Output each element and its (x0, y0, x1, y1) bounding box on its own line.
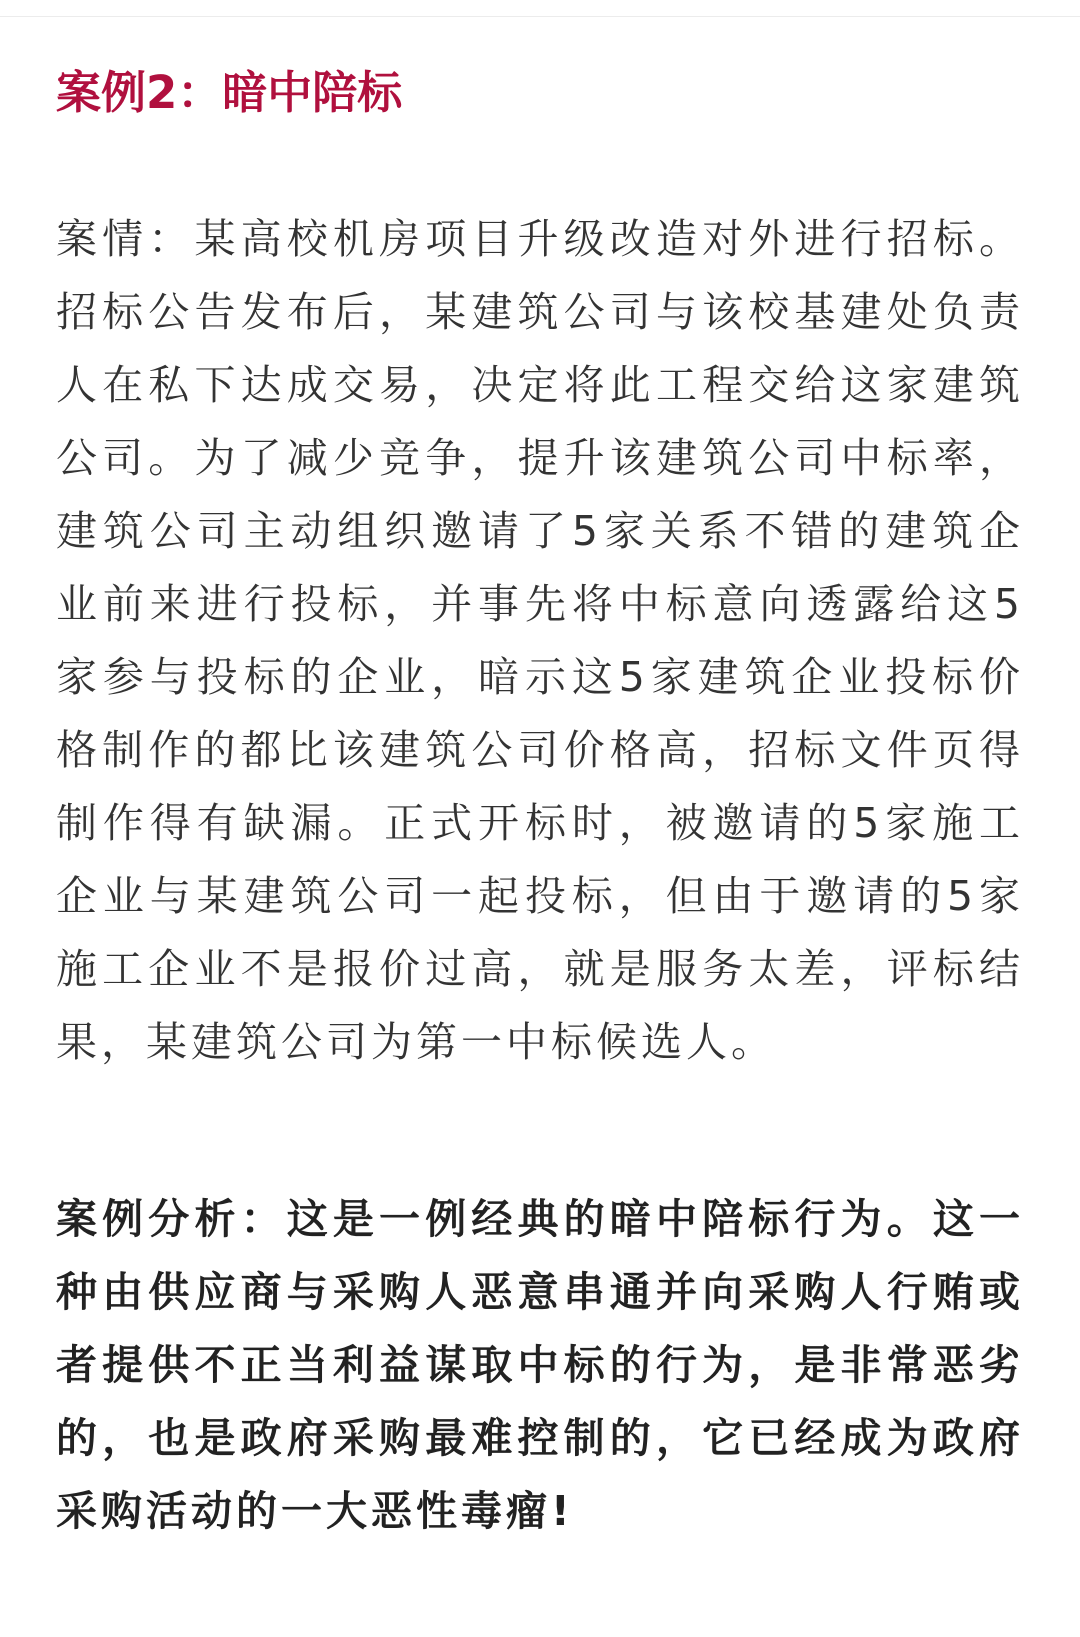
top-divider (0, 16, 1080, 17)
case-description: 案情：某高校机房项目升级改造对外进行招标。招标公告发布后，某建筑公司与该校基建处负责人在私下达成交易，决定将此工程交给这家建筑公司。为了减少竞争，提升该建筑公司中标率，建筑公司主动组织邀请了5家关系不错的建筑企业前来进行投标，并事先将中标意向透露给这5家参与投标的企业，暗示这5家建筑企业投标价格制作的都比该建筑公司价格高，招标文件页得制作得有缺漏。正式开标时，被邀请的5家施工企业与某建筑公司一起投标，但由于邀请的5家施工企业不是报价过高，就是服务太差，评标结果，某建筑公司为第一中标候选人。 (56, 215, 1024, 1066)
case-analysis: 案例分析：这是一例经典的暗中陪标行为。这一种由供应商与采购人恶意串通并向采购人行贿或者提供不正当利益谋取中标的行为，是非常恶劣的，也是政府采购最难控制的，它已经成为政府采购活动的一大恶性毒瘤! (56, 1195, 1024, 1535)
article (56, 55, 1024, 1535)
article-heading: 案例2：暗中陪标 (56, 66, 403, 119)
